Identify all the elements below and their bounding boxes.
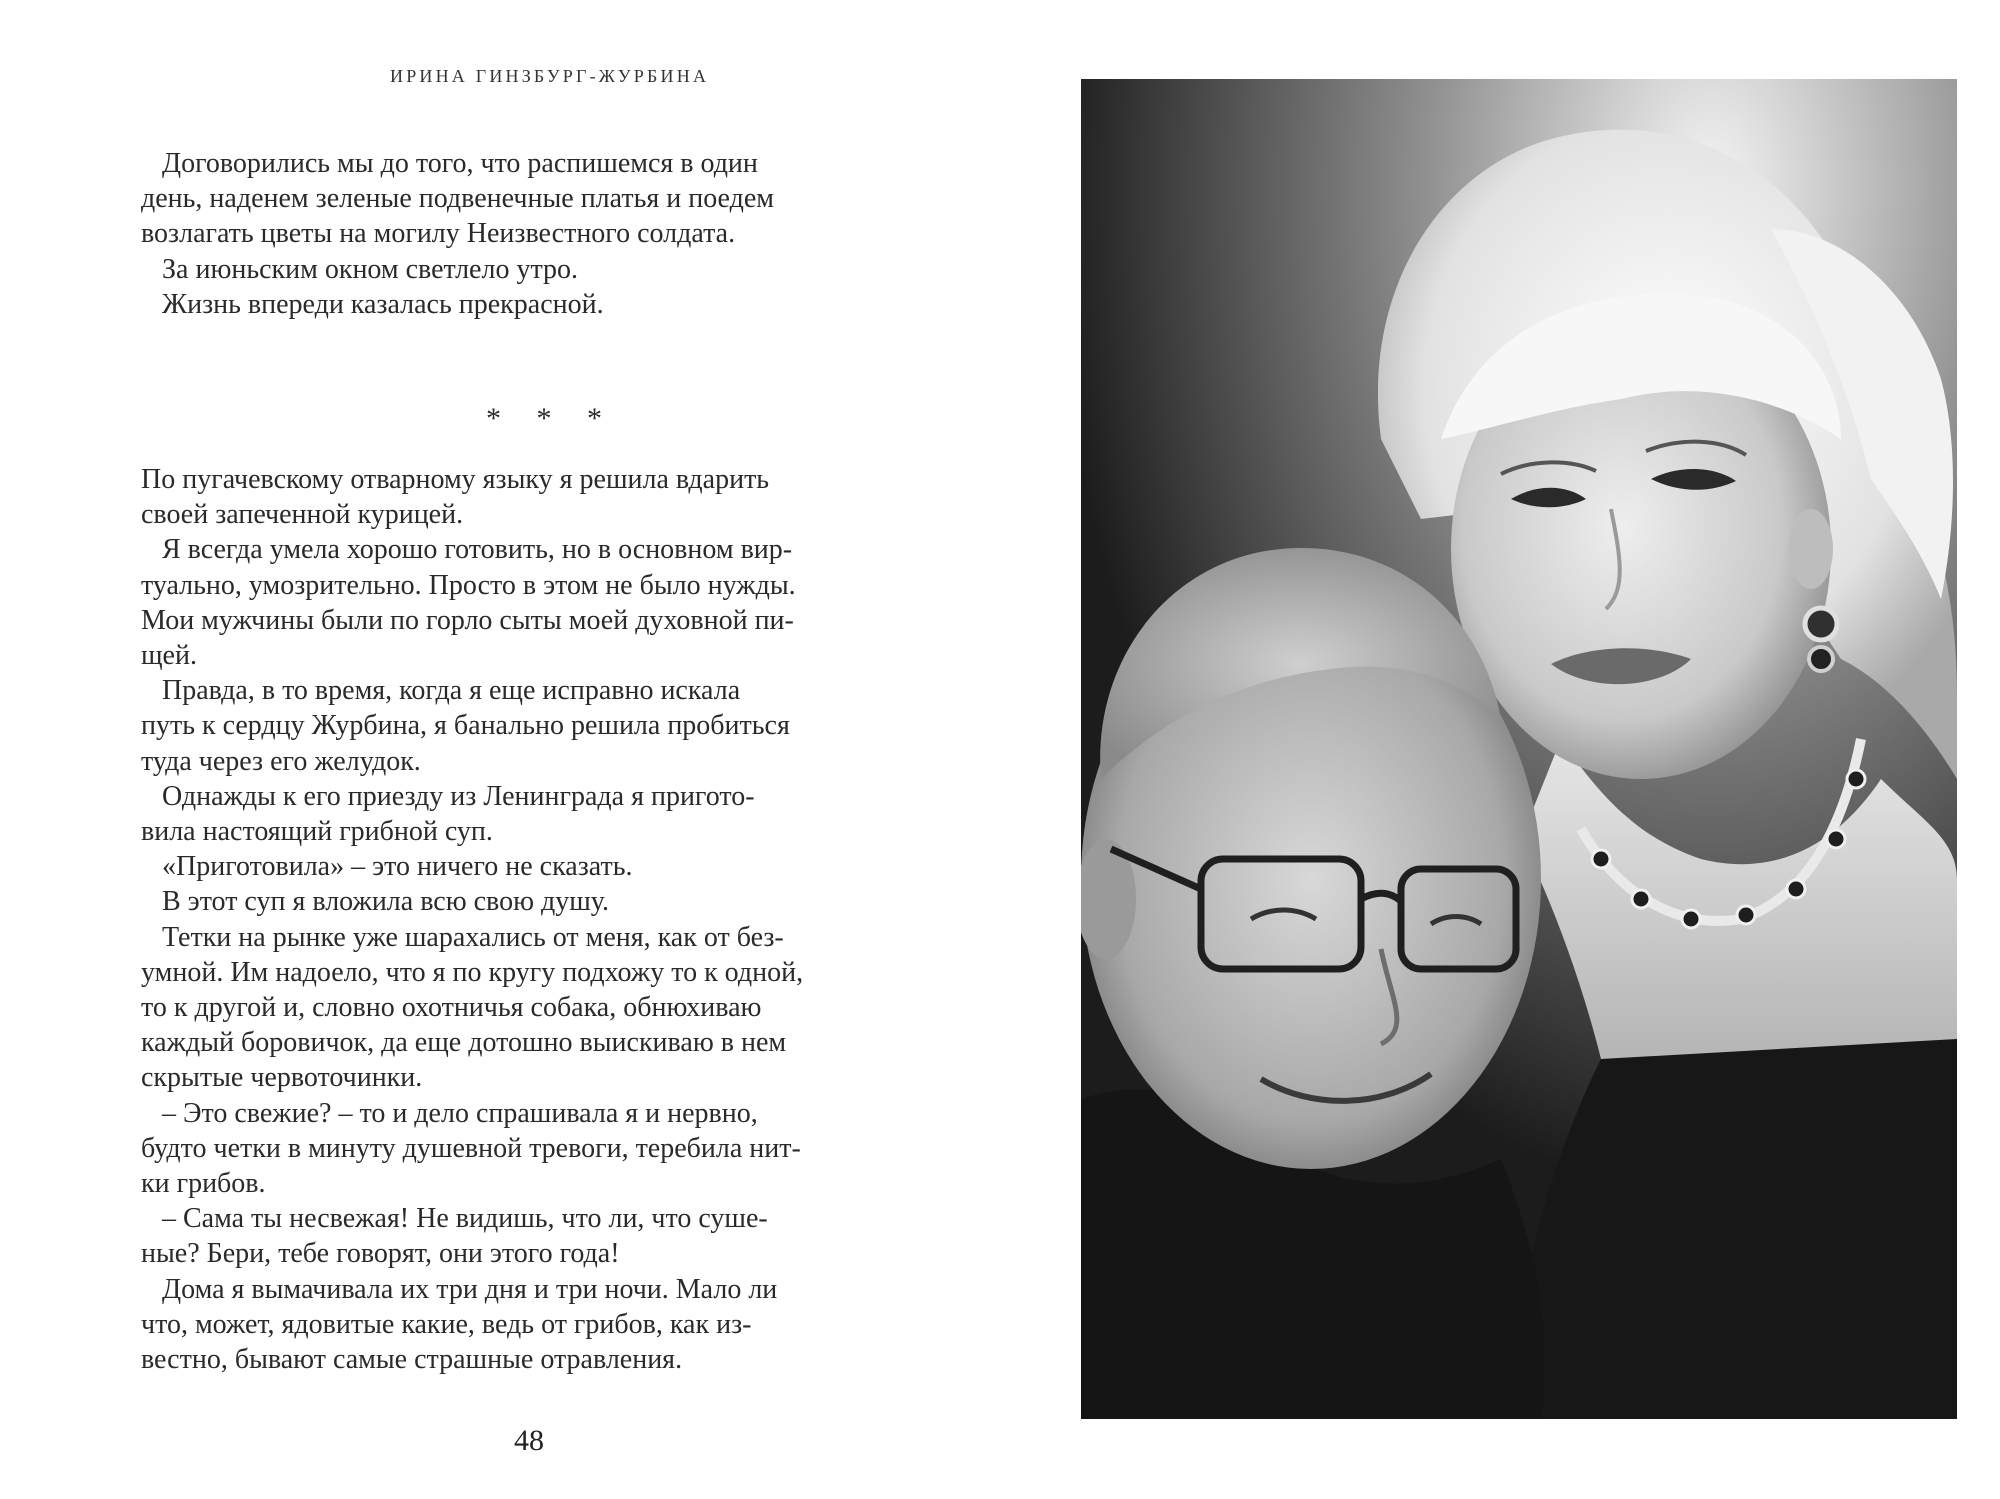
text-line: вестно, бывают самые страшные отравления. [141,1344,683,1376]
text-line: – Сама ты несвежая! Не видишь, что ли, что суше- [141,1203,768,1235]
section-separator: * * * [486,402,616,435]
text-line: то к другой и, словно охотничья собака, обнюхиваю [141,992,762,1024]
text-line: ки грибов. [141,1168,266,1200]
text-line: Договорились мы до того, что распишемся в один [141,148,758,179]
text-line: будто четки в минуту душевной тревоги, теребила нит- [141,1132,801,1164]
text-line: умной. Им надоело, что я по кругу подхожу то к одной, [141,956,804,988]
text-line: Правда, в то время, когда я еще исправно искала [141,675,741,707]
text-line: туально, умозрительно. Просто в этом не было нужды. [141,569,796,601]
text-line: По пугачевскому отварному языку я решила вдарить [141,464,770,495]
text-line: туда через его желудок. [141,745,421,777]
text-line: каждый боровичок, да еще дотошно выискиваю в нем [141,1027,787,1059]
text-line: Тетки на рынке уже шарахались от меня, как от без- [141,921,784,953]
text-line: щей. [141,640,197,672]
text-line: За июньским окном светлело утро. [141,253,579,285]
text-line: своей запеченной курицей. [141,499,464,531]
text-line: Однажды к его приезду из Ленинграда я пригото- [141,780,755,812]
text-line: ные? Бери, тебе говорят, они этого года! [141,1238,620,1270]
text-line: «Приготовила» – это ничего не сказать. [141,851,633,883]
text-line: Мои мужчины были по горло сыты моей духовной пи- [141,604,794,636]
text-line: Дома я вымачивала их три дня и три ночи. Мало ли [141,1273,778,1305]
text-line: что, может, ядовитые какие, ведь от грибов, как из- [141,1308,752,1340]
paragraph-block-2 [141,462,921,1377]
text-line: В этот суп я вложила всю свою душу. [141,886,609,918]
text-line: Я всегда умела хорошо готовить, но в основном вир- [141,534,793,566]
page-number: 48 [514,1424,544,1457]
text-line: возлагать цветы на могилу Неизвестного солдата. [141,218,736,250]
portrait-photo-icon [1081,79,1957,1419]
portrait-photo [1081,79,1957,1419]
paragraph-block-1 [141,146,921,322]
running-head: ИРИНА ГИНЗБУРГ-ЖУРБИНА [390,66,710,86]
text-line: скрытые червоточинки. [141,1062,423,1094]
text-line: Жизнь впереди казалась прекрасной. [141,288,604,320]
text-line: день, наденем зеленые подвенечные платья и поедем [141,183,774,215]
text-line: вила настоящий грибной суп. [141,816,493,848]
text-line: – Это свежие? – то и дело спрашивала я и нервно, [141,1097,758,1129]
text-line: путь к сердцу Журбина, я банально решила пробиться [141,710,790,742]
